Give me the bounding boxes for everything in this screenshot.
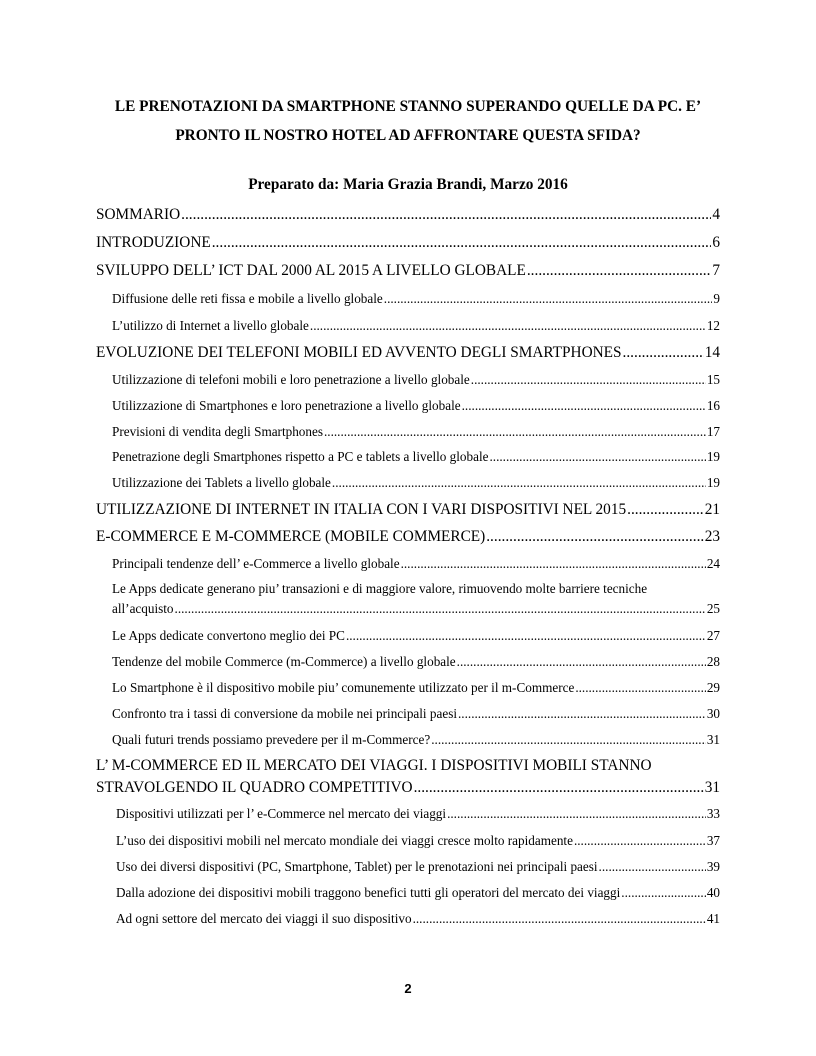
page-number: 2 (404, 981, 412, 996)
toc-entry-page: 7 (712, 262, 720, 279)
toc-entry-title: L’uso dei dispositivi mobili nel mercato mondiale dei viaggi cresce molto rapidamente (116, 833, 573, 848)
toc-entry-settore-dispositivo[interactable] (116, 911, 720, 927)
toc-entry-utilizzo-internet[interactable] (112, 318, 720, 334)
toc-dot-leader (175, 601, 706, 617)
toc-dot-leader (212, 234, 712, 252)
toc-entry-title: Principali tendenze dell’ e-Commerce a livello globale (112, 556, 400, 571)
toc-entry-title: Utilizzazione dei Tablets a livello globale (112, 475, 331, 490)
toc-entry-page: 23 (704, 528, 720, 545)
toc-entry-adozione-dispositivi[interactable] (116, 885, 720, 901)
toc-entry-tassi-conversione[interactable] (112, 706, 720, 722)
toc-entry-sviluppo-ict[interactable] (96, 262, 720, 280)
toc-entry-apps-transazioni[interactable] (112, 601, 720, 617)
toc-entry-title: Quali futuri trends possiamo prevedere per il m-Commerce? (112, 732, 431, 747)
toc-entry-uso-dispositivi-mobili[interactable] (116, 833, 720, 849)
toc-entry-page: 9 (713, 291, 720, 306)
toc-entry-page: 39 (706, 859, 720, 874)
toc-entry-page: 21 (704, 501, 720, 518)
toc-entry-page: 16 (706, 398, 720, 413)
toc-entry-title: SOMMARIO (96, 206, 181, 223)
toc-entry-page: 15 (706, 372, 720, 387)
toc-dot-leader (332, 475, 706, 491)
toc-dot-leader (462, 398, 706, 414)
toc-dot-leader (413, 911, 706, 927)
toc-dot-leader (574, 833, 706, 849)
toc-entry-diffusione-reti[interactable] (112, 291, 720, 307)
toc-entry-title: Dalla adozione dei dispositivi mobili traggono benefici tutti gli operatori del mercato dei viaggi (116, 885, 621, 900)
toc-entry-tendenze-mcommerce[interactable] (112, 654, 720, 670)
toc-entry-page: 4 (712, 206, 720, 223)
toc-entry-page: 17 (706, 424, 720, 439)
toc-entry-apps-convertono[interactable] (112, 628, 720, 644)
toc-entry-title: Utilizzazione di telefoni mobili e loro penetrazione a livello globale (112, 372, 470, 387)
toc-entry-title: E-COMMERCE E M-COMMERCE (MOBILE COMMERCE) (96, 528, 486, 545)
toc-entry-page: 28 (706, 654, 720, 669)
toc-entry-page: 12 (706, 318, 720, 333)
toc-entry-title: UTILIZZAZIONE DI INTERNET IN ITALIA CON I VARI DISPOSITIVI NEL 2015 (96, 501, 627, 518)
toc-entry-futuri-trends[interactable] (112, 732, 720, 748)
toc-entry-page: 30 (706, 706, 720, 721)
toc-entry-title: Previsioni di vendita degli Smartphones (112, 424, 323, 439)
toc-dot-leader (489, 449, 705, 465)
toc-dot-leader (575, 680, 706, 696)
toc-entry-title: Tendenze del mobile Commerce (m-Commerce) a livello globale (112, 654, 456, 669)
toc-entry-page: 40 (706, 885, 720, 900)
toc-entry-page: 31 (706, 732, 720, 747)
toc-entry-title-line1[interactable]: Le Apps dedicate generano piu’ transazioni e di maggiore valore, rimuovendo molte barriere tecniche (112, 581, 648, 596)
toc-entry-title: Uso dei diversi dispositivi (PC, Smartphone, Tablet) per le prenotazioni nei principali paesi (116, 859, 598, 874)
toc-dot-leader (486, 528, 703, 546)
toc-dot-leader (623, 344, 704, 362)
title-line: LE PRENOTAZIONI DA SMARTPHONE STANNO SUPERANDO QUELLE DA PC. E’ (114, 98, 702, 115)
toc-entry-page: 41 (706, 911, 720, 926)
toc-entry-uso-diversi-dispositivi[interactable] (116, 859, 720, 875)
toc-entry-title: STRAVOLGENDO IL QUADRO COMPETITIVO (96, 779, 413, 796)
toc-entry-internet-italia[interactable] (96, 501, 720, 519)
toc-entry-page: 31 (704, 779, 720, 796)
toc-entry-title: L’utilizzo di Internet a livello globale (112, 318, 309, 333)
toc-entry-smartphone-dispositivo[interactable] (112, 680, 720, 696)
toc-entry-title: Confronto tra i tassi di conversione da mobile nei principali paesi (112, 706, 457, 721)
toc-entry-evoluzione-telefoni[interactable] (96, 344, 720, 362)
toc-entry-telefoni-mobili[interactable] (112, 372, 720, 388)
toc-dot-leader (447, 806, 706, 822)
toc-entry-tendenze-ecommerce[interactable] (112, 556, 720, 572)
toc-dot-leader (324, 424, 706, 440)
toc-dot-leader (310, 318, 706, 334)
toc-dot-leader (527, 262, 711, 280)
toc-dot-leader (599, 859, 706, 875)
toc-entry-page: 24 (706, 556, 720, 571)
toc-entry-mcommerce-viaggi[interactable] (96, 779, 720, 797)
toc-entry-page: 19 (706, 449, 720, 464)
toc-entry-page: 6 (712, 234, 720, 251)
toc-dot-leader (621, 885, 706, 901)
toc-dot-leader (627, 501, 704, 519)
toc-entry-page: 25 (706, 601, 720, 616)
toc-dot-leader (471, 372, 706, 388)
toc-entry-page: 14 (704, 344, 720, 361)
toc-entry-smartphones-penetrazione[interactable] (112, 398, 720, 414)
toc-entry-introduzione[interactable] (96, 234, 720, 252)
toc-dot-leader (458, 706, 706, 722)
toc-dot-leader (346, 628, 706, 644)
toc-entry-title: Penetrazione degli Smartphones rispetto a PC e tablets a livello globale (112, 449, 489, 464)
toc-entry-page: 27 (706, 628, 720, 643)
toc-dot-leader (384, 291, 713, 307)
toc-entry-title-line1[interactable]: L’ M-COMMERCE ED IL MERCATO DEI VIAGGI. I DISPOSITIVI MOBILI STANNO (96, 757, 652, 774)
toc-dot-leader (431, 732, 706, 748)
toc-entry-ecommerce-mcommerce[interactable] (96, 528, 720, 546)
toc-entry-title: Utilizzazione di Smartphones e loro penetrazione a livello globale (112, 398, 461, 413)
toc-entry-page: 29 (706, 680, 720, 695)
toc-dot-leader (401, 556, 706, 572)
toc-entry-previsioni-vendita[interactable] (112, 424, 720, 440)
toc-entry-title: all’acquisto (112, 601, 174, 616)
title-line: PRONTO IL NOSTRO HOTEL AD AFFRONTARE QUESTA SFIDA? (175, 127, 641, 144)
toc-entry-title: INTRODUZIONE (96, 234, 211, 251)
document-title (96, 92, 720, 150)
toc-dot-leader (181, 206, 711, 224)
toc-entry-title: SVILUPPO DELL’ ICT DAL 2000 AL 2015 A LIVELLO GLOBALE (96, 262, 526, 279)
toc-entry-title: Le Apps dedicate convertono meglio dei PC (112, 628, 345, 643)
toc-entry-title: EVOLUZIONE DEI TELEFONI MOBILI ED AVVENTO DEGLI SMARTPHONES (96, 344, 622, 361)
toc-entry-dispositivi-ecommerce-viaggi[interactable] (116, 806, 720, 822)
toc-entry-title: Dispositivi utilizzati per l’ e-Commerce nel mercato dei viaggi (116, 806, 447, 821)
toc-entry-tablets[interactable] (112, 475, 720, 491)
prepared-by: Preparato da: Maria Grazia Brandi, Marzo 2016 (248, 176, 568, 193)
toc-entry-page: 19 (706, 475, 720, 490)
toc-entry-penetrazione-smartphones[interactable] (112, 449, 720, 465)
toc-entry-page: 37 (706, 833, 720, 848)
toc-entry-sommario[interactable] (96, 206, 720, 224)
toc-entry-title: Ad ogni settore del mercato dei viaggi il suo dispositivo (116, 911, 412, 926)
toc-entry-title: Lo Smartphone è il dispositivo mobile piu’ comunemente utilizzato per il m-Commerce (112, 680, 575, 695)
toc-entry-page: 33 (706, 806, 720, 821)
toc-dot-leader (414, 779, 704, 797)
toc-entry-title: Diffusione delle reti fissa e mobile a livello globale (112, 291, 383, 306)
toc-dot-leader (457, 654, 706, 670)
